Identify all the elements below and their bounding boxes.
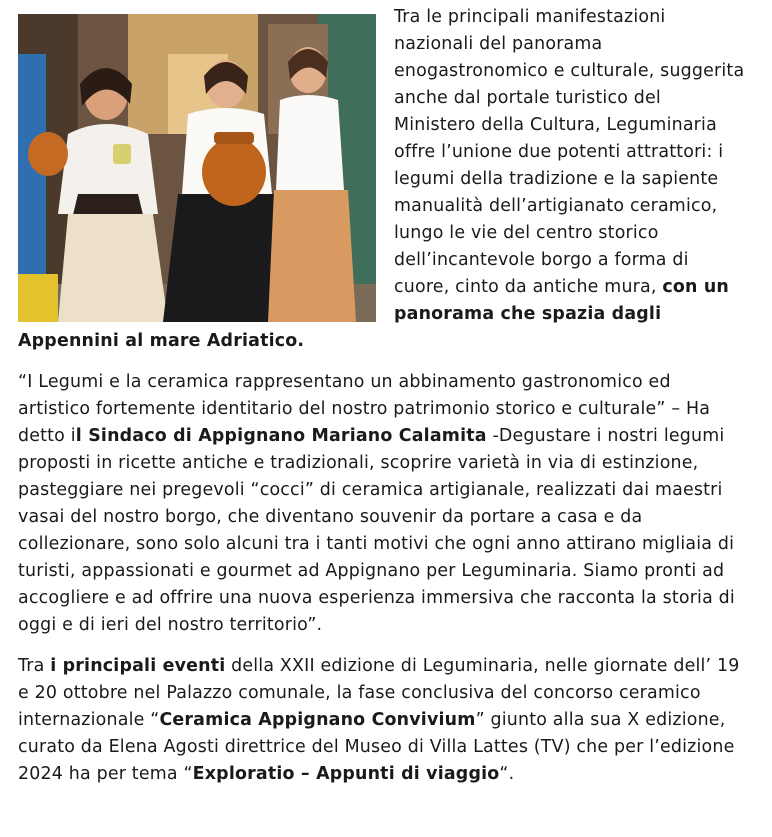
paragraph-quote <box>18 369 748 639</box>
paragraph-quote-text-2: -Degustare i nostri legumi proposti in ricette antiche e tradizionali, scoprire varietà in via di estinzione, pasteggiare nei pregevoli “cocci” di ceramica artigianale, realizzati dai maestri vasai del nostro borgo, che diventano souvenir da portare a casa e da collezionare, sono solo alcuni tra i tanti motivi che ogni anno attirano migliaia di turisti, appassionati e gourmet ad Appignano per Leguminaria. Siamo pronti ad accogliere e ad offrire una nuova esperienza immersiva che racconta la storia di oggi e di ieri del nostro territorio”. <box>18 426 735 635</box>
mayor-name: l Sindaco di Appignano Mariano Calamita <box>75 426 487 446</box>
paragraph-intro-bold: con un panorama che spazia dagli Appennini al mare Adriatico. <box>18 277 729 351</box>
paragraph-quote-text-1: “I Legumi e la ceramica rappresentano un abbinamento gastronomico ed artistico fortemente identitario del nostro patrimonio storico e culturale” – Ha detto i <box>18 372 711 446</box>
paragraph-events-text-4: “. <box>499 764 515 784</box>
paragraph-events-text-1: Tra <box>18 656 51 676</box>
paragraph-events <box>18 653 748 788</box>
paragraph-events-text-3: ” giunto alla sua X edizione, curato da Elena Agosti direttrice del Museo di Villa Lattes (TV) che per l’edizione 2024 ha per tema “ <box>18 710 735 784</box>
paragraph-intro-text: Tra le principali manifestazioni nazionali del panorama enogastronomico e culturale, suggerita anche dal portale turistico del Ministero della Cultura, Leguminaria offre l’unione due potenti attrattori: i legumi della tradizione e la sapiente manualità dell’artigianato ceramico, lungo le vie del centro storico dell’incantevole borgo a forma di cuore, cinto da antiche mura, <box>394 7 745 297</box>
article-body <box>18 4 748 802</box>
contest-name-bold: Ceramica Appignano Convivium <box>159 710 476 730</box>
theme-name-bold: Exploratio – Appunti di viaggio <box>192 764 500 784</box>
photo-three-women-with-ceramic-jugs-icon <box>18 14 376 322</box>
paragraph-events-text-2: della XXII edizione di Leguminaria, nelle giornate dell’ 19 e 20 ottobre nel Palazzo comunale, la fase conclusiva del concorso ceramico internazionale “ <box>18 656 740 730</box>
main-events-bold: i principali eventi <box>50 656 226 676</box>
article-photo <box>18 14 376 322</box>
